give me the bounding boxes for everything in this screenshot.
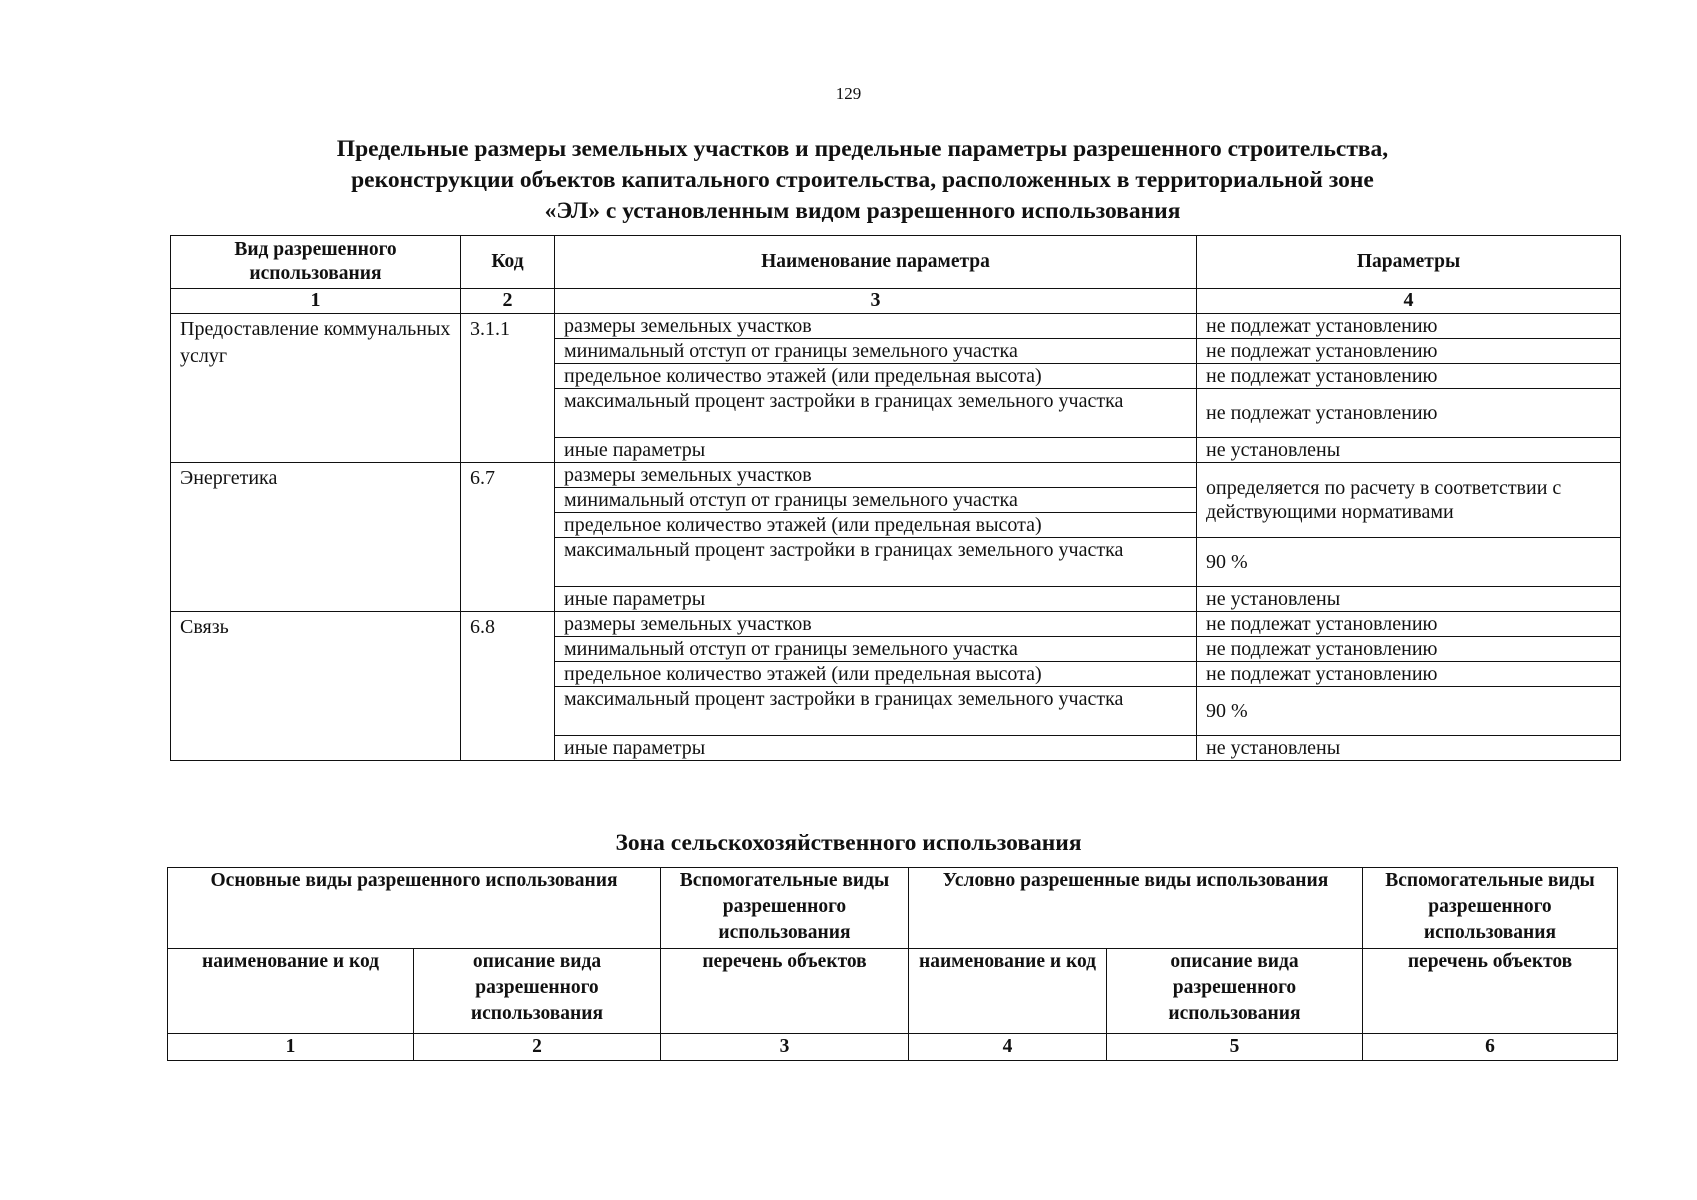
column-header: наименование и код [909,949,1107,1034]
column-header: описание вида разрешенного использования [414,949,661,1034]
use-type-cell: Связь [171,612,461,761]
page-number: 129 [835,84,862,103]
column-number: 6 [1363,1034,1618,1061]
title-line: Предельные размеры земельных участков и предельные параметры разрешенного строительства, [336,136,1389,162]
parameter-value: не установлены [1197,587,1621,612]
parameter-value: не установлены [1197,438,1621,463]
parameter-name: минимальный отступ от границы земельного участка [555,637,1197,662]
column-header: перечень объектов [1363,949,1618,1034]
parameter-value: не подлежат установлению [1197,662,1621,687]
parameter-value: не подлежат установлению [1197,339,1621,364]
column-group-header: Условно разрешенные виды использования [909,868,1363,949]
parameter-name: максимальный процент застройки в границах земельного участка [555,687,1197,736]
parameter-name: максимальный процент застройки в границах земельного участка [555,389,1197,438]
column-number: 1 [171,289,461,314]
document-title [240,134,1485,227]
column-number-row [171,289,1621,314]
parameter-name: иные параметры [555,736,1197,761]
parameter-name: минимальный отступ от границы земельного участка [555,488,1197,513]
parameter-value: определяется по расчету в соответствии с действующими нормативами [1197,463,1621,538]
title-line: «ЭЛ» с установленным видом разрешенного использования [544,198,1181,224]
parameter-name: максимальный процент застройки в границах земельного участка [555,538,1197,587]
parameter-value: не подлежат установлению [1197,612,1621,637]
parameter-name: минимальный отступ от границы земельного участка [555,339,1197,364]
parameter-name: размеры земельных участков [555,314,1197,339]
code-cell: 6.8 [461,612,555,761]
table-header-row [171,236,1621,289]
table-row [171,314,1621,339]
zone-table [167,867,1618,1061]
code-cell: 6.7 [461,463,555,612]
column-header: наименование и код [168,949,414,1034]
table-row [171,612,1621,637]
column-number-row [168,1034,1618,1061]
use-type-cell: Энергетика [171,463,461,612]
parameter-value: 90 % [1197,538,1621,587]
parameter-value: не подлежат установлению [1197,314,1621,339]
parameter-value: не подлежат установлению [1197,364,1621,389]
column-header: Параметры [1197,236,1621,289]
column-number: 4 [1197,289,1621,314]
parameter-name: иные параметры [555,587,1197,612]
parameter-name: размеры земельных участков [555,612,1197,637]
zone-section-title: Зона сельскохозяйственного использования [615,830,1082,856]
column-header: Наименование параметра [555,236,1197,289]
table-row [171,463,1621,488]
title-line: реконструкции объектов капитального строительства, расположенных в территориальной зоне [351,167,1374,193]
column-number: 2 [461,289,555,314]
parameter-value: не установлены [1197,736,1621,761]
column-number: 3 [555,289,1197,314]
column-header: перечень объектов [661,949,909,1034]
parameter-name: предельное количество этажей (или предельная высота) [555,513,1197,538]
column-header: описание вида разрешенного использования [1107,949,1363,1034]
column-header: Вид разрешенного использования [171,236,461,289]
column-number: 3 [661,1034,909,1061]
column-number: 2 [414,1034,661,1061]
column-number: 5 [1107,1034,1363,1061]
column-group-header: Основные виды разрешенного использования [168,868,661,949]
parameter-name: иные параметры [555,438,1197,463]
table-header-row [168,868,1618,949]
parameter-value: не подлежат установлению [1197,389,1621,438]
column-group-header: Вспомогательные виды разрешенного использования [661,868,909,949]
parameter-name: предельное количество этажей (или предельная высота) [555,364,1197,389]
parameter-value: 90 % [1197,687,1621,736]
code-cell: 3.1.1 [461,314,555,463]
table-subheader-row [168,949,1618,1034]
column-header: Код [461,236,555,289]
column-group-header: Вспомогательные виды разрешенного использования [1363,868,1618,949]
parameters-table [170,235,1621,761]
parameter-name: размеры земельных участков [555,463,1197,488]
parameter-value: не подлежат установлению [1197,637,1621,662]
column-number: 4 [909,1034,1107,1061]
use-type-cell: Предоставление коммунальных услуг [171,314,461,463]
column-number: 1 [168,1034,414,1061]
parameter-name: предельное количество этажей (или предельная высота) [555,662,1197,687]
